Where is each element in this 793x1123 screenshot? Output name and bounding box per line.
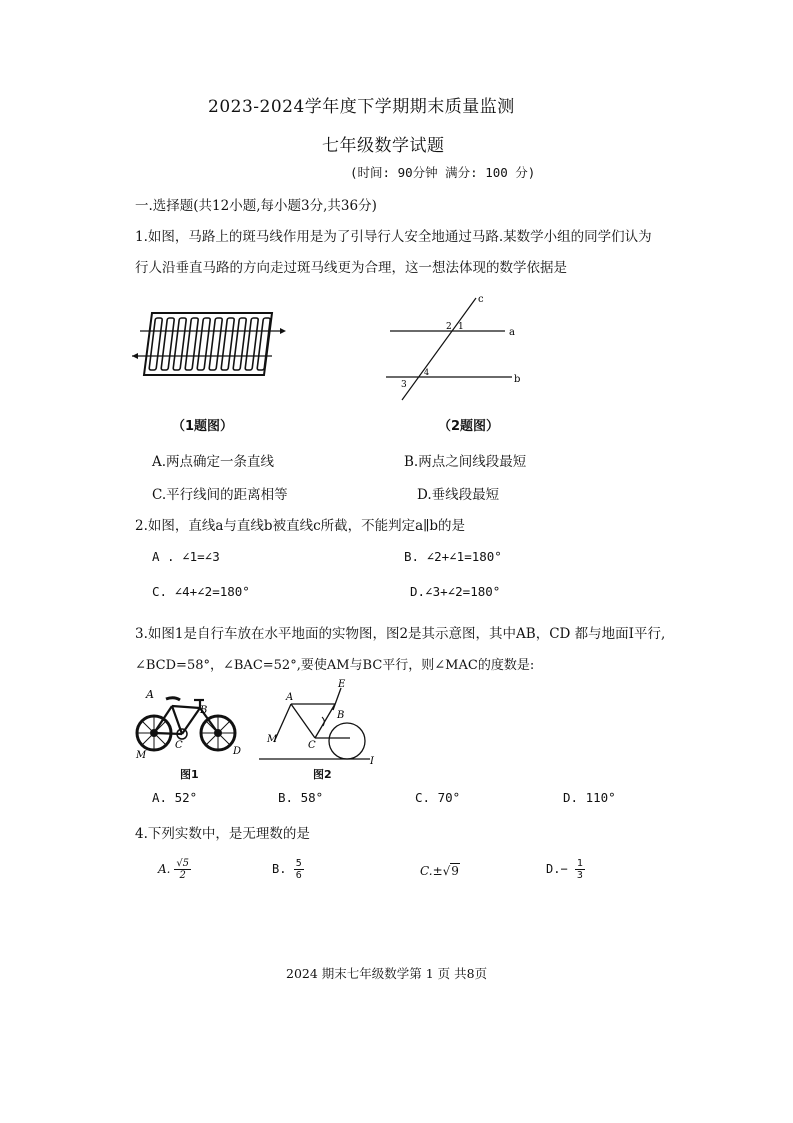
label-b: b xyxy=(514,374,521,385)
fig2-label-c: C xyxy=(308,740,316,751)
q2-option-a[interactable]: A . ∠1=∠3 xyxy=(152,549,220,564)
page-footer: 2024 期末七年级数学第 1 页 共8页 xyxy=(286,966,488,981)
bicycle-seat-icon xyxy=(166,698,180,700)
fig2-label-e: E xyxy=(338,679,346,690)
section-heading: 一.选择题(共12小题,每小题3分,共36分) xyxy=(135,198,377,214)
q4-option-a[interactable] xyxy=(158,858,191,881)
q2-option-c[interactable]: C. ∠4+∠2=180° xyxy=(152,584,250,599)
label-angle-4: 4 xyxy=(424,368,430,377)
label-angle-3: 3 xyxy=(401,380,407,390)
fraction-sqrt5-over-2 xyxy=(174,858,191,881)
arrow-left-icon xyxy=(132,353,138,359)
q4-option-c[interactable] xyxy=(420,864,460,878)
q3-stem-line2: ∠BCD=58°，∠BAC=52°,要使AM与BC平行，则∠MAC的度数是: xyxy=(135,658,535,673)
fraction-numerator: 1 xyxy=(576,858,583,869)
fig2-label-i: I xyxy=(370,756,374,766)
fig1-label-a: A xyxy=(146,688,154,701)
zebra-crossing-figure xyxy=(130,305,290,385)
schematic-wheel xyxy=(329,723,365,759)
fraction-numerator: √5 xyxy=(176,858,190,869)
fraction-numerator: 5 xyxy=(295,858,302,869)
q1-option-a[interactable]: A.两点确定一条直线 xyxy=(152,454,275,470)
time-info: (时间: 90分钟 满分: 100 分) xyxy=(350,165,536,180)
q3-stem-line1: 3.如图1是自行车放在水平地面的实物图，图2是其示意图，其中AB，CD 都与地面I平行, xyxy=(135,626,666,642)
q4-option-a-prefix: A. xyxy=(158,862,171,876)
fig2-label-m: M xyxy=(267,734,278,745)
sqrt-icon: √ xyxy=(442,864,451,878)
exam-title: 2023-2024学年度下学期期末质量监测 xyxy=(208,97,515,117)
parallel-lines-figure xyxy=(380,292,530,404)
q2-figure-caption: （2题图） xyxy=(438,419,500,434)
q2-option-b[interactable]: B. ∠2+∠1=180° xyxy=(404,549,502,564)
line-c xyxy=(402,298,476,400)
bicycle-fig2-caption: 图2 xyxy=(313,768,332,781)
label-angle-1: 1 xyxy=(458,322,464,332)
bicycle-photo-figure xyxy=(132,686,250,762)
bicycle-fig1-caption: 图1 xyxy=(180,768,199,781)
fig2-label-b: B xyxy=(337,710,345,721)
radicand: 9 xyxy=(451,864,459,878)
q4-option-b[interactable] xyxy=(272,858,304,881)
fig1-label-d: D xyxy=(233,746,242,757)
fraction-denominator: 6 xyxy=(295,870,302,881)
q2-stem: 2.如图，直线a与直线b被直线c所截，不能判定a∥b的是 xyxy=(135,518,466,534)
bicycle-schematic-figure xyxy=(255,676,380,766)
q3-option-b[interactable]: B. 58° xyxy=(278,790,324,805)
zebra-stripes xyxy=(149,318,270,370)
fraction-1-over-3 xyxy=(575,858,585,881)
bicycle-frame xyxy=(154,700,218,734)
fig1-label-c: C xyxy=(175,740,183,751)
q4-option-b-prefix: B. xyxy=(272,862,287,876)
label-c: c xyxy=(478,294,484,305)
fraction-5-over-6 xyxy=(294,858,304,881)
q4-option-c-prefix: C.± xyxy=(420,864,443,878)
fig1-label-m: M xyxy=(136,750,147,761)
q3-option-d[interactable]: D. 110° xyxy=(563,790,616,805)
fig1-label-b: B xyxy=(200,705,208,716)
arrow-right-icon xyxy=(280,328,286,334)
q1-stem-line1: 1.如图，马路上的斑马线作用是为了引导行人安全地通过马路.某数学小组的同学们认为 xyxy=(135,229,652,245)
q1-option-b[interactable]: B.两点之间线段最短 xyxy=(404,454,527,470)
q3-option-a[interactable]: A. 52° xyxy=(152,790,198,805)
fraction-denominator: 3 xyxy=(576,870,583,881)
q2-option-d[interactable]: D.∠3+∠2=180° xyxy=(410,584,501,599)
q3-option-c[interactable]: C. 70° xyxy=(415,790,461,805)
q1-option-d[interactable]: D.垂线段最短 xyxy=(417,487,500,503)
q1-stem-line2: 行人沿垂直马路的方向走过斑马线更为合理，这一想法体现的数学依据是 xyxy=(135,260,567,276)
exam-subtitle: 七年级数学试题 xyxy=(322,136,445,156)
label-a: a xyxy=(509,327,515,338)
q4-option-d[interactable] xyxy=(546,858,585,881)
q4-option-d-prefix: D.− xyxy=(546,862,568,876)
label-angle-2: 2 xyxy=(446,322,452,332)
fig2-label-a: A xyxy=(286,692,294,703)
fraction-denominator: 2 xyxy=(179,870,186,881)
q1-option-c[interactable]: C.平行线间的距离相等 xyxy=(152,487,288,503)
q4-stem: 4.下列实数中，是无理数的是 xyxy=(135,826,310,842)
q1-figure-caption: （1题图） xyxy=(172,419,234,434)
